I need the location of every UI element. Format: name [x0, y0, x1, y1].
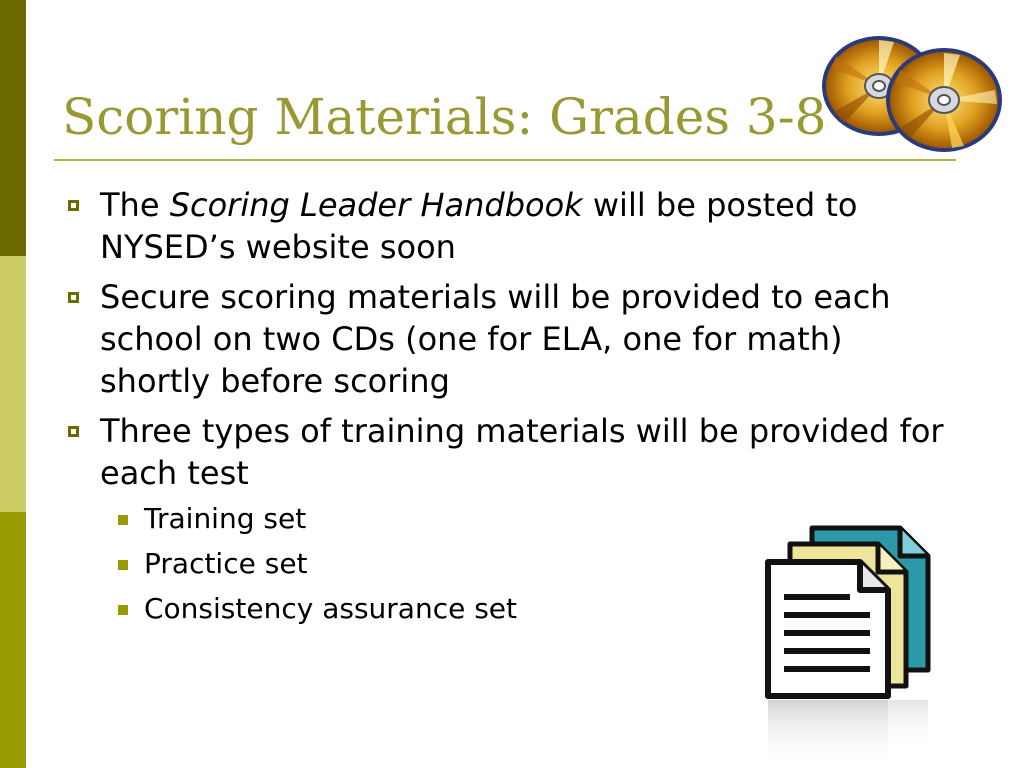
slide-title: Scoring Materials: Grades 3-8	[62, 88, 827, 146]
documents-reflection	[768, 700, 928, 766]
filled-square-bullet-icon	[118, 605, 128, 615]
side-accent-bar	[0, 0, 26, 768]
bullet-text-suffix: will be posted to NYSED’s website soon	[100, 186, 858, 266]
side-bar-segment-top	[0, 0, 26, 256]
hollow-square-bullet-icon	[68, 426, 79, 437]
title-underline	[54, 159, 956, 161]
handbook-title: Scoring Leader Handbook	[169, 186, 583, 224]
bullet-text: Three types of training materials will be provided for each test	[100, 412, 944, 492]
filled-square-bullet-icon	[118, 560, 128, 570]
hollow-square-bullet-icon	[68, 292, 79, 303]
front-document	[768, 562, 888, 696]
sub-bullet-text: Practice set	[144, 547, 308, 580]
bullet-text: Secure scoring materials will be provided to each school on two CDs (one for ELA, one for math) shortly before scoring	[100, 278, 891, 400]
compact-discs-icon	[814, 28, 1010, 158]
cd-disc-front	[886, 48, 1002, 152]
bullet-text-prefix: The	[100, 186, 170, 224]
side-bar-segment-bottom	[0, 512, 26, 768]
bullet-item	[62, 184, 962, 268]
bullet-item	[62, 276, 962, 402]
hollow-square-bullet-icon	[68, 200, 79, 211]
stacked-documents-icon	[760, 520, 940, 768]
sub-bullet-text: Training set	[144, 502, 307, 535]
side-bar-segment-middle	[0, 256, 26, 512]
sub-bullet-text: Consistency assurance set	[144, 592, 518, 625]
filled-square-bullet-icon	[118, 515, 128, 525]
